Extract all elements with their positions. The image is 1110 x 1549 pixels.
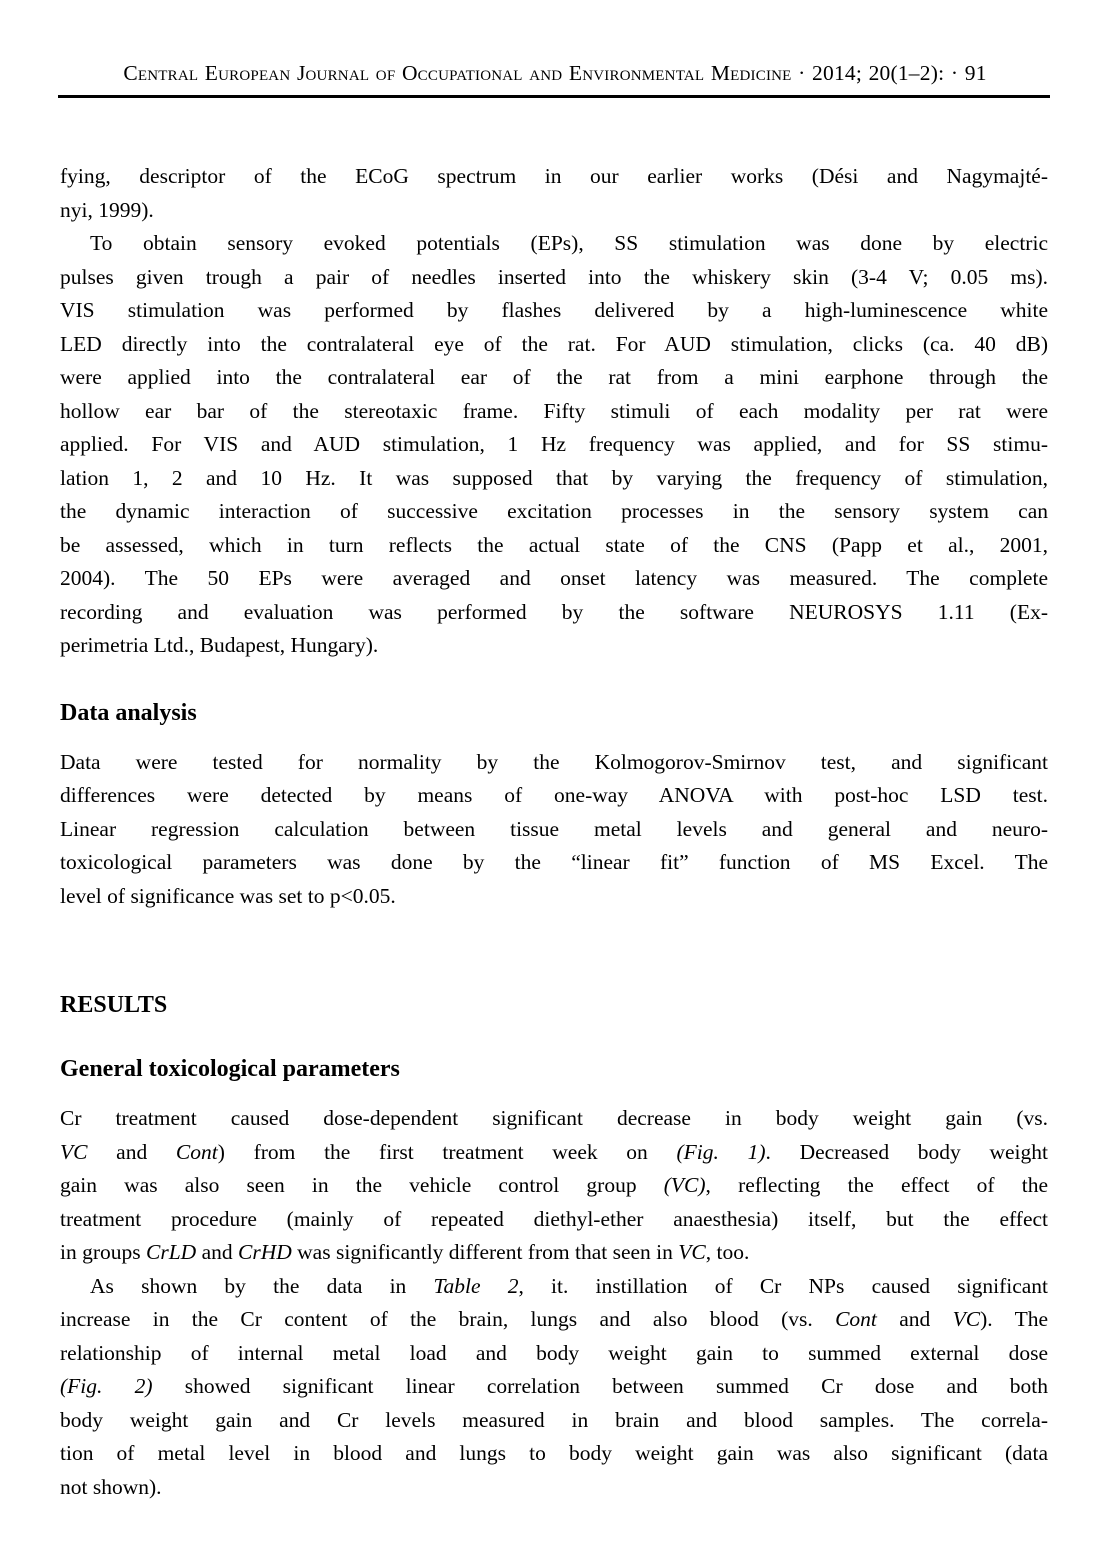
text-line: perimetria Ltd., Budapest, Hungary).	[60, 633, 379, 657]
text-line: recording and evaluation was performed by the software NEUROSYS 1.11 (Ex-	[60, 599, 1048, 624]
text-line: relationship of internal metal load and body weight gain to summed external dose	[60, 1340, 1048, 1365]
emphasis-text: VC	[60, 1139, 88, 1164]
emphasis-text: VC	[952, 1307, 981, 1331]
text-line: nyi, 1999).	[60, 197, 154, 222]
journal-title: Central European Journal of Occupational and Environmental Medicine · 2014; 20(1–2): · 91	[123, 61, 987, 85]
text-line: LED directly into the contralateral eye of the rat. For AUD stimulation, clicks (ca. 40 dB)	[60, 331, 1048, 356]
text-line: not shown).	[60, 1474, 162, 1499]
emphasis-text: CrHD	[238, 1240, 292, 1264]
text-line: (Fig. 2) showed significant linear correlation between summed Cr dose and both	[60, 1374, 1048, 1398]
text-line: were applied into the contralateral ear of the rat from a mini earphone through the	[60, 365, 1048, 389]
emphasis-text: (Fig. 2)	[60, 1374, 153, 1398]
text-line: increase in the Cr content of the brain, lungs and also blood (vs. Cont and VC). The	[60, 1307, 1048, 1331]
emphasis-text: Table 2	[433, 1273, 519, 1298]
paragraph	[60, 227, 1048, 663]
paragraph	[60, 160, 1048, 227]
article-body	[60, 160, 1048, 1504]
text-line: Cr treatment caused dose-dependent significant decrease in body weight gain (vs.	[60, 1106, 1048, 1130]
text-line: toxicological parameters was done by the “linear fit” function of MS Excel. The	[60, 850, 1048, 874]
text-line: level of significance was set to p<0.05.	[60, 883, 396, 908]
paragraph	[60, 1270, 1048, 1505]
text-line: differences were detected by means of one-way ANOVA with post-hoc LSD test.	[60, 783, 1048, 807]
text-line: the dynamic interaction of successive excitation processes in the sensory system can	[60, 499, 1048, 523]
text-line: VIS stimulation was performed by flashes delivered by a high-luminescence white	[60, 298, 1048, 322]
paragraph	[60, 1102, 1048, 1270]
text-line: VC and Cont) from the first treatment week on (Fig. 1). Decreased body weight	[60, 1139, 1048, 1164]
text-line: tion of metal level in blood and lungs to body weight gain was also significant (data	[60, 1441, 1048, 1465]
text-line: be assessed, which in turn reflects the actual state of the CNS (Papp et al., 2001,	[60, 532, 1048, 557]
section-heading: General toxicological parameters	[60, 1056, 400, 1082]
text-line: lation 1, 2 and 10 Hz. It was supposed that by varying the frequency of stimulation,	[60, 465, 1048, 490]
emphasis-text: CrLD	[146, 1240, 197, 1264]
section-heading: Data analysis	[60, 699, 197, 726]
paragraph	[60, 746, 1048, 914]
text-line: body weight gain and Cr levels measured in brain and blood samples. The correla-	[60, 1407, 1048, 1432]
emphasis-text: (Fig. 1)	[676, 1139, 766, 1164]
text-line: gain was also seen in the vehicle control group (VC), reflecting the effect of the	[60, 1173, 1049, 1197]
emphasis-text: VC	[678, 1240, 706, 1264]
text-line: treatment procedure (mainly of repeated diethyl-ether anaesthesia) itself, but the effect	[60, 1206, 1048, 1231]
text-line: Linear regression calculation between tissue metal levels and general and neuro-	[60, 816, 1048, 841]
text-line: pulses given trough a pair of needles inserted into the whiskery skin (3-4 V; 0.05 ms).	[60, 264, 1048, 289]
text-line: 2004). The 50 EPs were averaged and onset latency was measured. The complete	[60, 566, 1048, 590]
text-line: hollow ear bar of the stereotaxic frame. Fifty stimuli of each modality per rat were	[60, 398, 1048, 423]
text-line: To obtain sensory evoked potentials (EPs), SS stimulation was done by electric	[90, 231, 1048, 255]
emphasis-text: Cont	[175, 1139, 218, 1164]
emphasis-text: (VC)	[663, 1173, 706, 1197]
text-line: applied. For VIS and AUD stimulation, 1 Hz frequency was applied, and for SS stimu-	[60, 432, 1048, 456]
text-line: in groups CrLD and CrHD was significantly different from that seen in VC, too.	[60, 1240, 750, 1264]
section-heading: RESULTS	[60, 992, 168, 1018]
text-line: As shown by the data in Table 2, it. instillation of Cr NPs caused significant	[90, 1273, 1049, 1298]
text-line: fying, descriptor of the ECoG spectrum in our earlier works (Dési and Nagymajté-	[60, 164, 1048, 188]
emphasis-text: Cont	[835, 1307, 877, 1331]
header-rule	[58, 95, 1050, 98]
text-line: Data were tested for normality by the Kolmogorov-Smirnov test, and significant	[60, 749, 1048, 774]
